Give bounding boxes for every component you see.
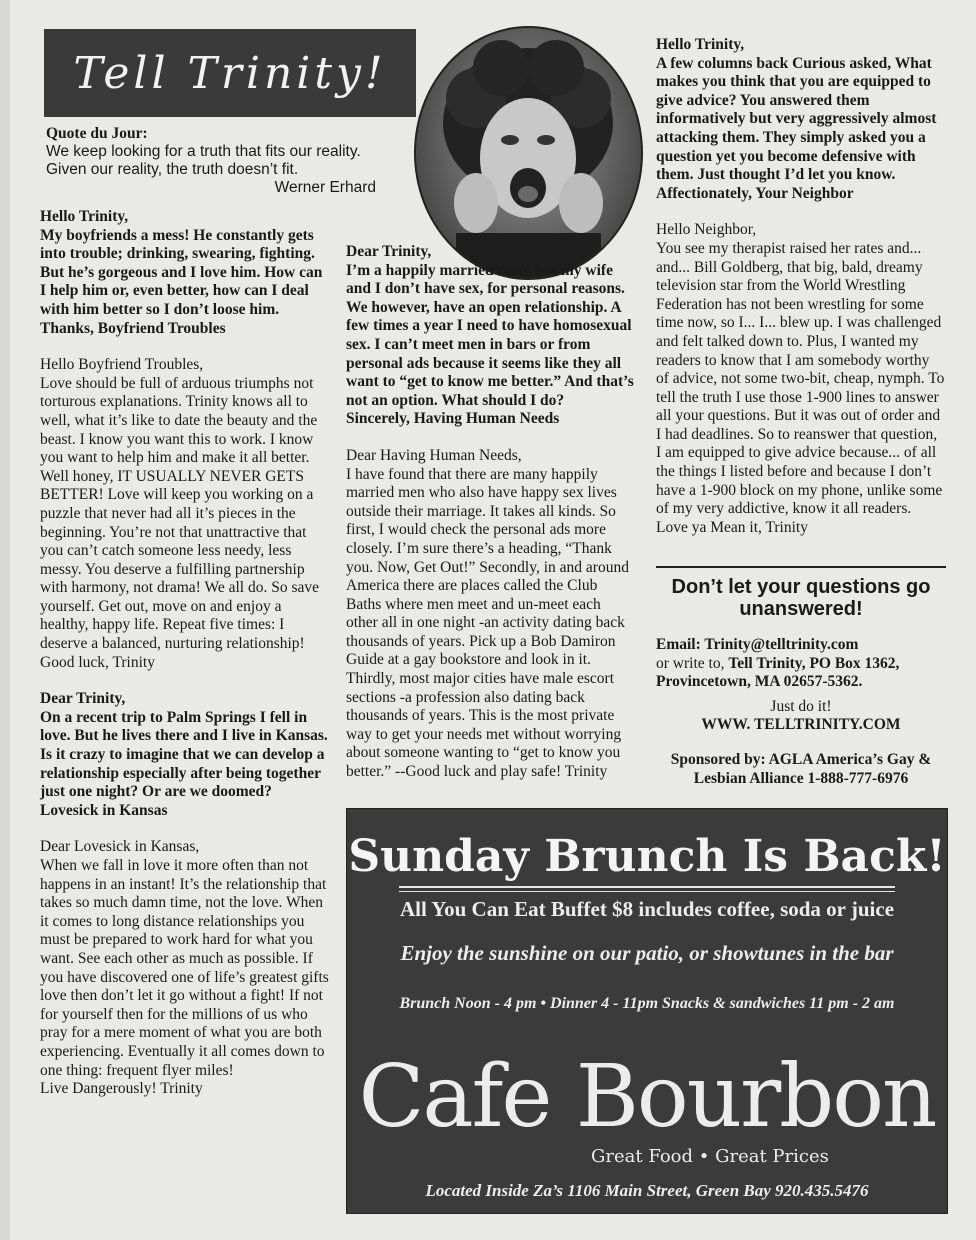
quote-author: Werner Erhard xyxy=(274,179,376,196)
ad-tagline: Great Food • Great Prices xyxy=(591,1146,829,1167)
mail-address: Tell Trinity, PO Box 1362, xyxy=(728,654,900,672)
letter-boyfriend-question: Hello Trinity, My boyfriends a mess! He constantly gets into trouble; drinking, swearing, fighting. But he’s gorgeous and I love him. How can I help him or, even better, how can I deal with him better so I don’t loose him. Thanks, Boyfriend Troubles xyxy=(40,208,323,337)
header-banner xyxy=(44,29,416,117)
promo-divider xyxy=(656,566,946,568)
promo-cta: Just do it! xyxy=(770,697,832,715)
promo-heading: Don’t let your questions go unanswered! xyxy=(671,576,931,620)
letter-boyfriend-answer: Hello Boyfriend Troubles, Love should be full of arduous triumphs not torturous explanations. Trinity knows all to well, what it’s like to date the beauty and the beast. I know you want this to work. I know you want to help him and make it all better. Well honey, IT USUALLY NEVER GETS BETTER! Love will keep you working on a puzzle that never had all it’s pieces in the beginning. You’re not that unattractive that you can’t catch someone less needy, less messy. You deserve a fulfilling partnership with harmony, not drama! We all do. So save yourself. Get out, move on and enjoy a healthy, happy life. Repeat five times: I deserve a balanced, nurturing relationship! Good luck, Trinity xyxy=(40,356,319,671)
sponsor-line: Sponsored by: AGLA America’s Gay & Lesbian Alliance 1-888-777-6976 xyxy=(670,750,932,787)
letter-lovesick-answer: Dear Lovesick in Kansas, When we fall in love it more often than not happens in an instant! It’s the relationship that takes so much damn time, not the love. When it comes to long distance relationships you must be prepared to work hard for what you want. See each other as much as possible. If you have discovered one of life’s greatest gifts love then don’t let it go without a fight! If not for yourself then for the millions of us who pray for a mere moment of what you are both experiencing. Eventually it all comes down to one thing: frequent flyer miles! Live Dangerously! Trinity xyxy=(40,838,329,1098)
ad-hours-line: Brunch Noon - 4 pm • Dinner 4 - 11pm Snacks & sandwiches 11 pm - 2 am xyxy=(399,995,895,1012)
email-link[interactable]: Trinity@telltrinity.com xyxy=(704,636,859,653)
ad-buffet-line: All You Can Eat Buffet $8 includes coffee, soda or juice xyxy=(399,897,895,921)
quote-line-2: Given our reality, the truth doesn’t fit. xyxy=(46,161,299,178)
letter-neighbor-question: Hello Trinity, A few columns back Curious asked, What makes you think that you are equipped to give advice? You answered them informatively but very aggressively almost attacking them. They simply asked you a question yet you become defensive with them. Just thought I’d let you know. Affectionately, Your Neighbor xyxy=(656,36,937,202)
column-right xyxy=(656,36,946,537)
mail-city: Provincetown, MA 02657-5362. xyxy=(656,673,863,691)
quote-line-1: We keep looking for a truth that fits our reality. xyxy=(46,143,361,160)
letter-lovesick-question: Dear Trinity, On a recent trip to Palm Springs I fell in love. But he lives there and I live in Kansas. Is it crazy to imagine that we can develop a relationship especially after being together just one night? Or are we doomed? Lovesick in Kansas xyxy=(40,690,328,819)
page-title: Tell Trinity! xyxy=(73,47,387,99)
promo-box xyxy=(656,566,946,788)
ad-title: Sunday Brunch Is Back! xyxy=(348,831,946,882)
letter-human-needs-answer: Dear Having Human Needs, I have found that there are many happily married men who also have happy sex lives outside their marriage. It takes all kinds. So first, I would check the personal ads more closely. I’m sure there’s a heading, “Thank you. Now, Get Out!” Secondly, in and around America there are places called the Club Baths where men meet and un-meet each other all in one night -an activity dating back thousands of years. Pick up a Bob Damiron Guide at a gay bookstore and look in it. Thirdly, most major cities have male escort sections -a profession also dating back thousands of years. This is the most private way to get your needs met without worrying about someone wanting to “get to know you better.” --Good luck and play safe! Trinity xyxy=(346,446,629,781)
cafe-bourbon-ad xyxy=(346,808,948,1214)
write-prefix: or write to, xyxy=(656,654,725,672)
page-edge xyxy=(0,0,10,1240)
letter-human-needs-question: Dear Trinity, I’m a happily married man, but my wife and I don’t have sex, for personal reasons. We however, have an open relationship. A few times a year I need to have homosexual sex. I can’t meet men in bars or from personal ads because it seems like they all want to “get to know me better.” And that’s not an option. What should I do? Sincerely, Having Human Needs xyxy=(346,243,634,428)
ad-patio-line: Enjoy the sunshine on our patio, or showtunes in the bar xyxy=(400,941,894,965)
quote-block xyxy=(46,125,386,197)
ad-title-underline xyxy=(399,886,895,888)
letter-neighbor-answer: Hello Neighbor, You see my therapist raised her rates and... and... Bill Goldberg, that big, bald, dreamy television star from the World Wrestling Federation has not been wrestling for some time now, so I... I... blew up. I was challenged and felt talked down to. Plus, I wanted my readers to know that I am somebody worthy of advice, not some two-bit, cheap, nymph. To tell the truth I use those 1-900 lines to answer all your questions. But it was out of order and I had deadlines. So to reanswer that question, I am equipped to give advice because... of all the things I listed before and because I don’t have a 1-900 block on my phone, unlike some of my very addictive, know it all readers. Love ya Mean it, Trinity xyxy=(656,221,945,536)
ad-location-line: Located Inside Za’s 1106 Main Street, Green Bay 920.435.5476 xyxy=(425,1181,869,1200)
email-label: Email: xyxy=(656,636,701,653)
website-link[interactable]: WWW. TELLTRINITY.COM xyxy=(701,716,901,734)
ad-title-underline-thin xyxy=(399,891,895,892)
trinity-photo xyxy=(414,26,643,280)
cafe-bourbon-logo: Cafe Bourbon xyxy=(358,1047,936,1147)
column-middle xyxy=(346,243,636,782)
column-left xyxy=(40,208,330,1099)
quote-label: Quote du Jour: xyxy=(46,125,148,142)
trinity-portrait-image xyxy=(416,28,641,278)
